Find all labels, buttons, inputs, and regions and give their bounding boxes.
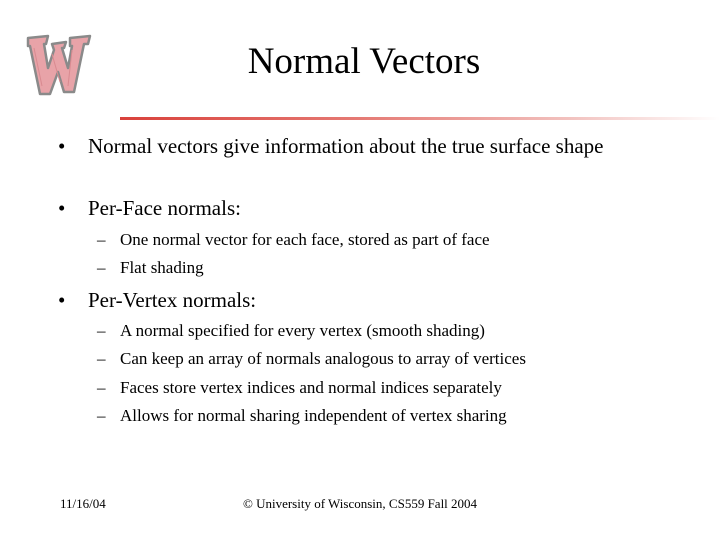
subbullet-text: Flat shading bbox=[120, 258, 204, 277]
footer-copyright: © University of Wisconsin, CS559 Fall 2004 bbox=[242, 496, 478, 511]
subbullet-marker: – bbox=[97, 258, 106, 277]
slide-title: Normal Vectors bbox=[247, 41, 481, 82]
subbullet-marker: – bbox=[97, 378, 106, 397]
title-divider bbox=[120, 117, 720, 120]
subbullet-text: Can keep an array of normals analogous to array of vertices bbox=[120, 349, 526, 368]
subbullet-text: Allows for normal sharing independent of vertex sharing bbox=[120, 406, 507, 425]
bullet-text: Per-Face normals: bbox=[88, 196, 241, 220]
bullet-marker: • bbox=[58, 196, 66, 220]
subbullet-marker: – bbox=[97, 406, 106, 425]
bullet-marker: • bbox=[58, 288, 66, 312]
subbullet-marker: – bbox=[97, 349, 106, 368]
bullet-text: Per-Vertex normals: bbox=[88, 288, 257, 312]
subbullet-text: Faces store vertex indices and normal indices separately bbox=[120, 378, 502, 397]
subbullet-marker: – bbox=[97, 321, 106, 340]
bullet-text: Normal vectors give information about the true surface shape bbox=[88, 134, 604, 158]
subbullet-text: A normal specified for every vertex (smooth shading) bbox=[120, 321, 485, 340]
bullet-marker: • bbox=[58, 134, 66, 158]
subbullet-text: One normal vector for each face, stored as part of face bbox=[120, 230, 490, 249]
subbullet-marker: – bbox=[97, 230, 106, 249]
footer-date: 11/16/04 bbox=[60, 496, 106, 511]
